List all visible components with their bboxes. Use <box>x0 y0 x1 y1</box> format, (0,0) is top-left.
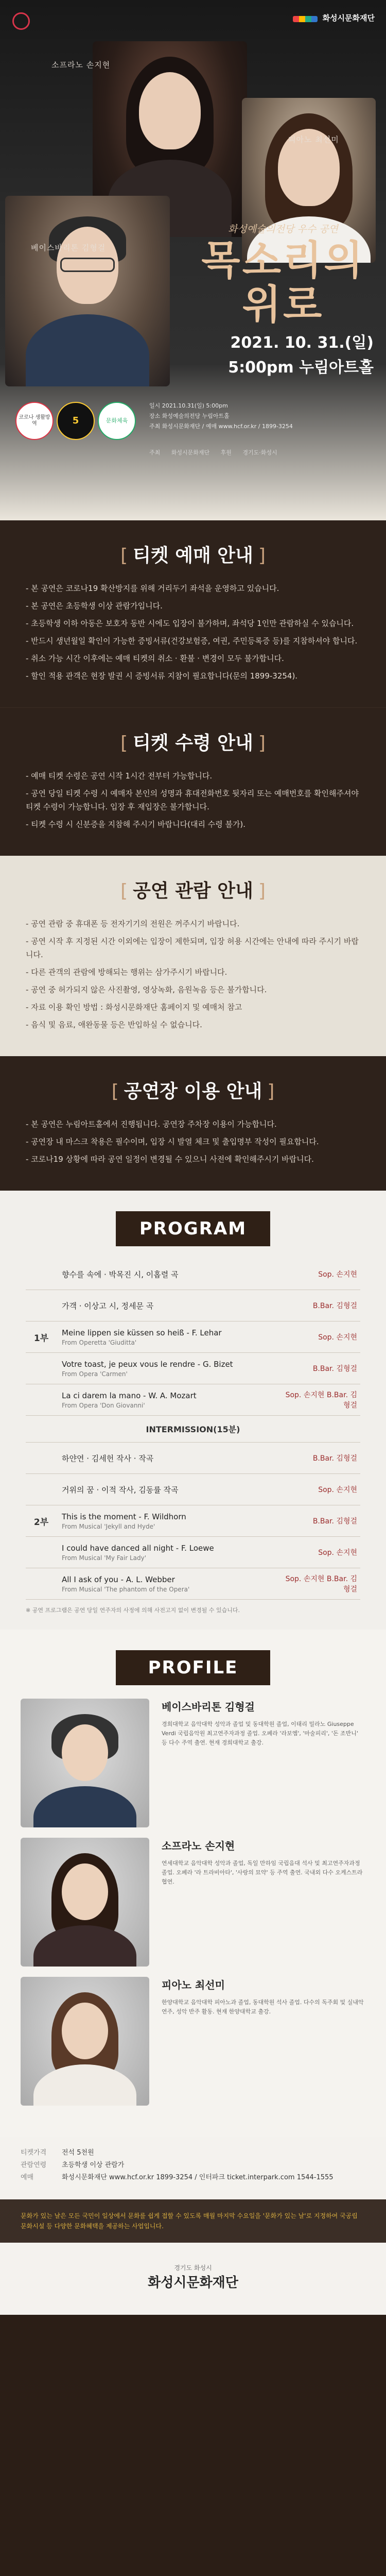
section-program <box>0 1191 386 1630</box>
program-title: PROGRAM <box>116 1211 270 1246</box>
part2-label: 2부 <box>33 1517 49 1528</box>
pianist-profile-photo <box>21 1977 149 2106</box>
section-viewing: [ 공연 관람 안내 ] - 공연 관람 중 휴대폰 등 전자기기의 전원은 꺼주시기 바랍니다. - 공연 시작 후 지정된 시간 이외에는 입장이 제한되며, 입장 허용 시간에는 안내에 따라 주시기 바랍니다. - 다른 관객의 관람에 방해되는 행위는 삼가주시기 바랍니다. - 공연 중 허가되지 않은 사진촬영, 영상녹화, 음원녹음 등은 불가합니다. - 자료 이용 확인 방법 : 화성시문화재단 홈페이지 및 예매처 참고 - 음식 및 음료, 애완동물 등은 반입하실 수 없습니다. <box>0 856 386 1056</box>
section-title: [ 공연 관람 안내 ] <box>120 880 266 902</box>
booking-link[interactable]: 화성시문화재단 www.hcf.or.kr 1899-3254 / 인터파크 ticket.interpark.com 1544-1555 <box>62 2174 334 2181</box>
program-row: 거위의 꿈 · 이적 작사, 김동률 작곡 Sop. 손지현 <box>26 1474 360 1505</box>
hero-banner <box>0 0 386 520</box>
profile-item: 피아노 최선미 한양대학교 음악대학 피아노과 졸업, 동대학원 석사 졸업. 다수의 독주회 및 실내악 연주, 성악 반주 활동. 현재 한양대학교 출강. <box>21 1977 365 2106</box>
hero-main-title: 목소리의 위로 <box>201 237 365 328</box>
part1-label: 1부 <box>33 1333 49 1344</box>
section-pickup: [ 티켓 수령 안내 ] - 예매 티켓 수령은 공연 시작 1시간 전부터 가능합니다. - 공연 당일 티켓 수령 시 예매자 본인의 성명과 휴대전화번호 뒷자리 또는 예매번호를 확인해주셔야 티켓 수령이 가능합니다. 입장 후 재입장은 불가합니다. - 티켓 수령 시 신분증을 지참해 주시기 바랍니다(대리 수령 불가). <box>0 707 386 856</box>
profile-item: 베이스바리톤 김형걸 경희대학교 음악대학 성악과 졸업 및 동대학원 졸업, 이태리 밀라노 Giuseppe Verdi 국립음악원 최고연주자과정 졸업. 오페라 '라보엠', '마술피리', '돈 조반니' 등 다수 주역 출연. 현재 경희대학교 출강. <box>21 1699 365 1827</box>
section-title: [ 티켓 수령 안내 ] <box>120 733 266 754</box>
program-row: 1부 Meine lippen sie küssen so heiß - F. Lehar From Operetta 'Giuditta' Sop. 손지현 <box>26 1321 360 1353</box>
section-venue: [ 공연장 이용 안내 ] - 본 공연은 누림아트홀에서 진행됩니다. 공연장 주차장 이용이 가능합니다. - 공연장 내 마스크 착용은 필수이며, 입장 시 발열 체크 및 출입명부 작성이 필요합니다. - 코로나19 상황에 따라 공연 일정이 변경될 수 있으니 사전에 확인해주시기 바랍니다. <box>0 1056 386 1191</box>
program-row: 가객 · 이상고 시, 정세문 곡 B.Bar. 김형걸 <box>26 1290 360 1321</box>
profile-item: 소프라노 손지현 연세대학교 음악대학 성악과 졸업, 독일 만하임 국립음대 석사 및 최고연주자과정 졸업. 오페라 '라 트라비아타', '사랑의 묘약' 등 주역 출연. 국내외 다수 오케스트라 협연. <box>21 1838 365 1967</box>
foundation-logo: 화성시문화재단 <box>293 12 375 23</box>
hero-subtitle: 화성예술의전당 우수 공연 <box>228 224 338 235</box>
section-profile <box>0 1630 386 2137</box>
program-row: Votre toast, je peux vous le rendre - G. Bizet From Opera 'Carmen' B.Bar. 김형걸 <box>26 1353 360 1384</box>
covid-logo-icon <box>12 12 37 30</box>
footer-info: 티켓가격 전석 5천원 관람연령 초등학생 이상 관람가 예매 화성시문화재단 www.hcf.or.kr 1899-3254 / 인터파크 ticket.interpark.com 1544-1555 <box>0 2137 386 2199</box>
section-title: [ 공연장 이용 안내 ] <box>111 1081 275 1102</box>
program-row: All I ask of you - A. L. Webber From Musical 'The phantom of the Opera' Sop. 손지현 B.Bar. 김형걸 <box>26 1568 360 1600</box>
profile-title: PROFILE <box>116 1650 270 1685</box>
culture-badge: 문화체육 <box>98 402 136 440</box>
logo-dots-icon <box>293 16 318 22</box>
program-row: I could have danced all night - F. Loewe From Musical 'My Fair Lady' Sop. 손지현 <box>26 1537 360 1568</box>
baritone-name: 베이스바리톤 김형걸 <box>31 243 106 252</box>
section-title: [ 티켓 예매 안내 ] <box>120 545 266 566</box>
footer-note: 문화가 있는 날은 모든 국민이 일상에서 문화를 쉽게 접할 수 있도록 매월 마지막 수요일을 '문화가 있는 날'로 지정하여 국공립 문화시설 등 다양한 문화혜택을 제공하는 사업입니다. <box>0 2199 386 2243</box>
soprano-profile-photo <box>21 1838 149 1967</box>
hero-info-strip <box>0 392 386 469</box>
hero-topbar <box>0 9 386 30</box>
section-reservation: [ 티켓 예매 안내 ] - 본 공연은 코로나19 확산방지를 위해 거리두기 좌석을 운영하고 있습니다. - 본 공연은 초등학생 이상 관람가입니다. - 초등학생 이하 아동은 보호자 동반 시에도 입장이 불가하며, 좌석당 1인만 관람하실 수 있습니다. - 반드시 생년월일 확인이 가능한 증빙서류(건강보험증, 여권, 주민등록증 등)를 지참하셔야 합니다. - 취소 가능 시간 이후에는 예매 티켓의 취소 · 환불 · 변경이 모두 불가합니다. - 할인 적용 관객은 현장 발권 시 증빙서류 지참이 필요합니다(문의 1899-3254). <box>0 520 386 707</box>
program-note: ※ 공연 프로그램은 공연 당일 연주자의 사정에 의해 사전고지 없이 변경될 수 있습니다. <box>26 1607 240 1614</box>
baritone-photo <box>5 196 170 386</box>
hero-title <box>190 222 376 327</box>
program-row: 하얀연 · 김세헌 작사 · 작곡 B.Bar. 김형걸 <box>26 1443 360 1474</box>
program-row: 2부 This is the moment - F. Wildhorn From Musical 'Jekyll and Hyde' B.Bar. 김형걸 <box>26 1505 360 1537</box>
number-badge: 5 <box>57 402 95 440</box>
program-table <box>26 1259 360 1614</box>
soprano-name: 소프라노 손지현 <box>51 60 111 70</box>
program-row: 향수를 속에 · 박목진 시, 이홉렬 곡 Sop. 손지현 <box>26 1259 360 1290</box>
intermission: INTERMISSION(15분) <box>26 1416 360 1443</box>
hero-info-lines: 일시 2021.10.31(일) 5:00pm 장소 화성예술의전당 누림아트홀 주최 화성시문화재단 / 예매 www.hcf.or.kr / 1899-3254 <box>149 402 293 430</box>
program-row: La ci darem la mano - W. A. Mozart From Opera 'Don Giovanni' Sop. 손지현 B.Bar. 김형걸 <box>26 1384 360 1416</box>
hero-date: 2021. 10. 31.(일) 5:00pm 누림아트홀 <box>228 334 374 377</box>
hero-hosts: 주최 화성시문화재단 후원 경기도·화성시 <box>149 449 277 456</box>
baritone-profile-photo <box>21 1699 149 1827</box>
footer-logo: 경기도 화성시 화성시문화재단 <box>0 2243 386 2315</box>
pianist-name: 피아노 최선미 <box>288 135 339 144</box>
covid-badge: 코로나 생활방역 <box>15 402 54 440</box>
